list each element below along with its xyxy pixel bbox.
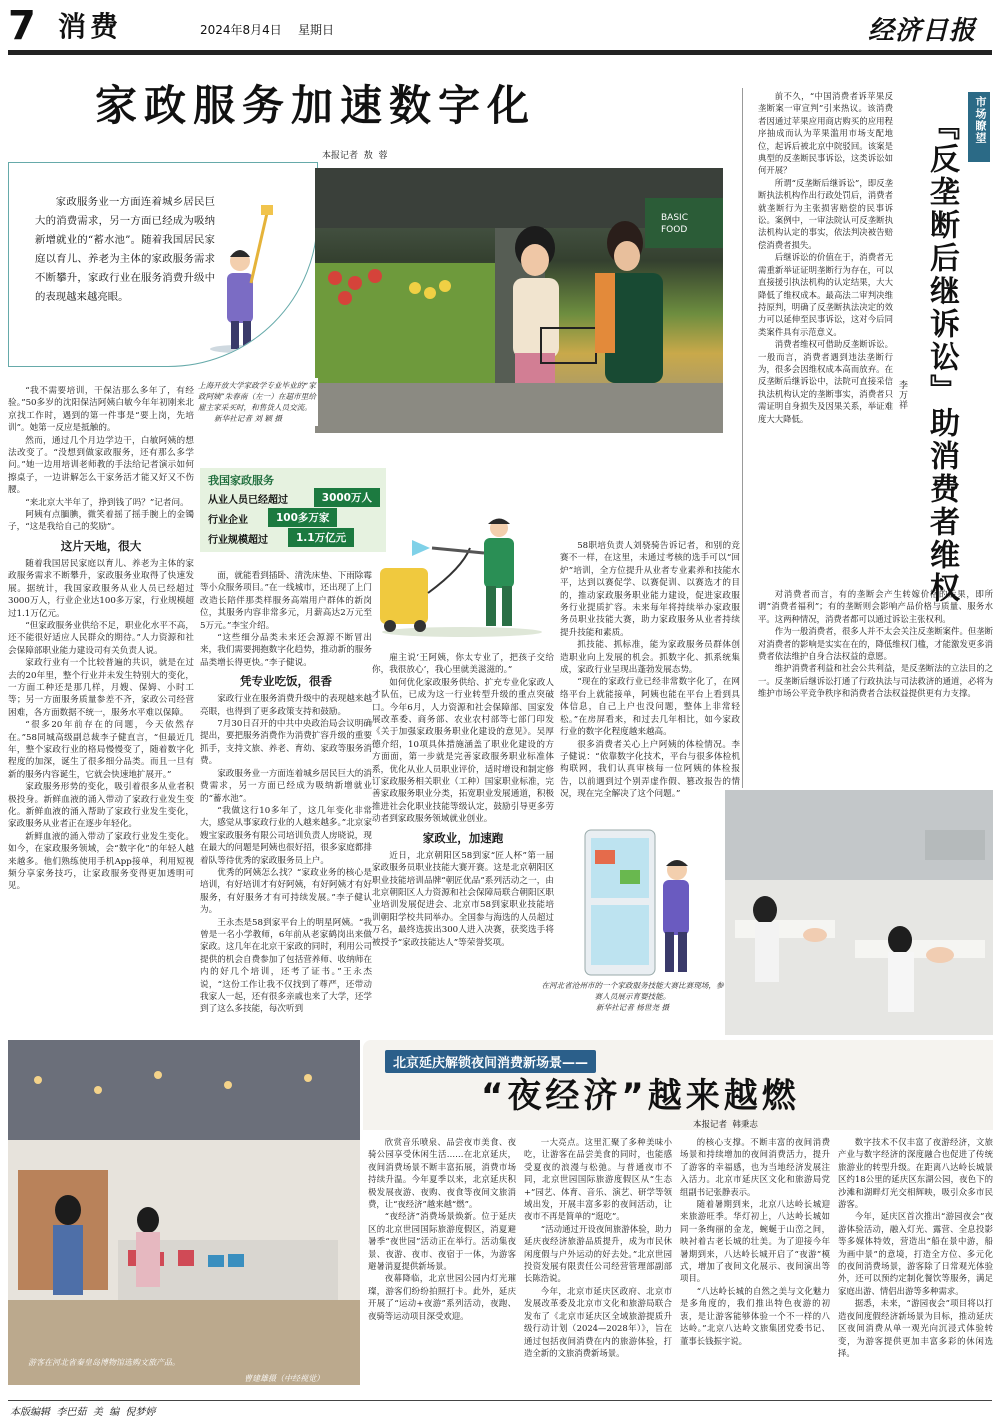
cleaner-illustration	[205, 203, 275, 353]
body-paragraph: 后继诉讼的价值在于，消费者无需重新举证证明垄断行为存在，可以直接援引执法机构的认定结果，大大降低了维权成本。最高法二审判决维持原判，明确了反垄断执法决定的效力可以延伸至民事诉讼，这对今后同类案件具有示范意义。	[758, 252, 893, 337]
issue-weekday: 星期日	[298, 23, 335, 37]
body-paragraph: 消费者维权可借助反垄断诉讼。一般而言，消费者遇到违法垄断行为，很多会因维权成本高而放弃。在反垄断后继诉讼中，法院可直接采信执法机构认定的垄断事实，消费者只需证明自身损失及因果关系，举证难度大大降低。	[758, 339, 893, 424]
main-headline: 家政服务加速数字化	[95, 81, 537, 130]
stats-label: 行业企业	[208, 515, 248, 526]
body-paragraph: 随着暑期到来，北京八达岭长城迎来旅游旺季。华灯初上，八达岭长城如同一条绚丽的金龙，蜿蜒于山峦之间，映衬着古老长城的壮美。为了迎接今年暑期到来，八达岭长城开启了“夜游”模式，增加了夜间文化展示、夜间演出等项目。	[680, 1199, 830, 1284]
stats-label: 行业规模超过	[208, 535, 268, 546]
stats-value: 100多万家	[268, 508, 337, 527]
stats-panel	[200, 468, 386, 552]
body-paragraph: 如何优化家政服务供给、扩充专业化家政人才队伍，已成为这一行业转型升级的重点突破口。今年6月，人力资源和社会保障部、国家发展改革委、商务部、农业农村部等七部门印发《关于加强家政服务职业化建设的意见》。吴厚德介绍，10项具体措施涵盖了职业化建设的方方面面，第一步就是完善家政服务职业标准体系，优化从业人员职业评价，适时增设和制定修订家政服务相关职业（工种）国家职业标准，完善家政服务职业分类，拓宽职业发展通道，积极推进社会化职业技能等级认定，鼓励引导更多劳动者到家政服务领域就业创业。	[372, 677, 554, 825]
body-paragraph: 抓技能、抓标准，能为家政服务员群体创造职业向上发展的机会。抓数字化、抓系统集成，家政行业呈现出蓬勃发展态势。	[560, 640, 740, 676]
body-paragraph: 作为一般消费者，很多人并不太会关注反垄断案件。但垄断对消费者的影响是实实在在的，降低维权门槛，才能激发更多消费者依法维护自身合法权益的意愿。	[758, 626, 993, 662]
body-paragraph: 优秀的阿姨怎么找？“家政业务的核心是培训，有好培训才有好阿姨，有好阿姨才有好服务，有好服务才有可持续发展。”李子健认为。	[200, 867, 372, 916]
photo1-credit: 新华社记者 刘 颖 摄	[214, 414, 282, 423]
body-paragraph: 7月30日召开的中共中央政治局会议明确提出，要把服务消费作为消费扩容升级的重要抓手，支持文旅、养老、育幼、家政等服务消费。	[200, 719, 372, 767]
section-subhead: 这片天地，很大	[60, 538, 142, 553]
stats-row	[208, 488, 384, 506]
supermarket-photo	[315, 168, 723, 433]
footer-credits: 本版编辑 李巴茹 美 编 倪梦婷	[10, 1407, 156, 1417]
page-header	[0, 0, 1000, 60]
night-headline: “夜经济”越来越燃	[481, 1076, 800, 1116]
article-column-d	[560, 540, 740, 805]
section-subhead: 凭专业吃饭，很香	[240, 674, 332, 689]
body-paragraph: 58职培负责人刘骁骑告诉记者，和别的竞赛不一样，在这里，未通过考核的选手可以“回炉”培训，全方位提升从业者专业素养和技能水平，达到以赛促学、以赛促训、以赛选才的目的，推动家政服务职业能力建设，促进家政服务行业提质扩容。未来每年将持续举办家政服务员职业技能大赛，助力家政服务从业者持续提升技能和素质。	[560, 541, 740, 638]
photo2-caption	[540, 980, 725, 1013]
lead-box	[8, 162, 318, 367]
svg-text:FOOD: FOOD	[661, 225, 688, 235]
night-column-2	[524, 1136, 672, 1396]
stats-value: 1.1万亿元	[288, 528, 354, 547]
commentary-body-top	[758, 90, 893, 585]
body-paragraph: “这些细分品类未来还会源源不断冒出来，我们需要拥抱数字化趋势，推动新的服务品类增长得更快。”李子健说。	[200, 633, 372, 668]
body-paragraph: 维护消费者利益和社会公共利益，是反垄断法的立法目的之一。反垄断后继诉讼打通了行政执法与司法救济的通道，必将为维护市场公平竞争秩序和消费者合法权益提供更有力支撑。	[758, 663, 993, 699]
body-paragraph: “八达岭长城的自然之美与文化魅力是多角度的，我们推出特色夜游的初衷，是让游客能够体验一个不一样的八达岭。”北京八达岭文旅集团党委书记、董事长钱振宇说。	[680, 1285, 830, 1346]
stats-row	[208, 528, 384, 546]
museum-shop-photo	[8, 1040, 360, 1385]
stats-label: 从业人员已经超过	[208, 495, 288, 506]
washer-illustration	[372, 498, 547, 638]
night-section	[8, 1040, 993, 1395]
body-paragraph: “我做这行10多年了，这几年变化非常大，感觉从事家政行业的人越来越多。”北京家嫂宝家政服务有限公司培训负责人房晓说，现在最大的问题是阿姨也很好招，很多家庭都排着队等待优秀的家政服务员上户。	[200, 805, 372, 866]
commentary-divider	[742, 88, 743, 788]
body-paragraph: 前不久，“中国消费者诉苹果反垄断案一审宣判”引来热议。该消费者因通过苹果应用商店购买的应用程序抽成而认为苹果滥用市场支配地位，起诉后被北京中院驳回。该案是典型的反垄断民事诉讼，这类诉讼如何开展？	[758, 91, 893, 176]
body-paragraph: 家政服务形势的变化，吸引着很多从业者积极投身。新鲜血液的涌入带动了家政行业发生变化。新鲜血液的涌入帮助了家政行业发生变化，家政服务从业者正在逐步年轻化。	[8, 782, 194, 830]
stats-title: 我国家政服务	[208, 474, 274, 487]
photo1-caption	[196, 378, 318, 426]
commentary-body-bottom	[758, 588, 993, 786]
body-paragraph: 夜幕降临，北京世园公园内灯光璀璨，游客们纷纷拍照打卡。此外，延庆开展了“运动+夜游”系列活动，夜跑、夜骑等运动项目深受欢迎。	[368, 1273, 516, 1321]
night-header-band	[363, 1040, 993, 1130]
svg-text:BASIC: BASIC	[661, 213, 688, 223]
body-paragraph: 家政行业有一个比较普遍的共识，就是在过去的20年里，整个行业并未发生特别大的变化，一方面工种还是那几样，月嫂、保姆、小时工等；另一方面服务质量参差不齐，家政公司经营困难，各方面数据不统一，服务水平难以保障。	[8, 658, 194, 718]
body-paragraph: “现在的家政行业已经非常数字化了，在网络平台上就能接单，阿姨也能在平台上看到具体信息，自己上户也没问题，整体上非常轻松。”在房屏看来，和过去几年相比，如今家政行业的数字化程度越来越高。	[560, 677, 740, 738]
body-paragraph: “活动通过开设夜间旅游体验，助力延庆夜经济旅游品质提升，成为市民休闲度假与户外运动的好去处。”北京世园投资发展有限责任公司经营管理部副部长陈浩说。	[524, 1223, 672, 1284]
commentary-author: 李万祥	[897, 380, 907, 410]
section-subhead: 家政业，加速跑	[422, 830, 504, 845]
column-label: 市场瞭望	[974, 96, 987, 144]
body-paragraph: 阿姨有点腼腆，微笑着摇了摇手腕上的金镯子，“这是我给自己的奖励”。	[8, 510, 194, 533]
body-paragraph: “很多20年前存在的问题，今天依然存在。”58同城高级副总裁李子健直言，“但最近几年，整个家政行业的格局慢慢变了，随着数字化程度的加深，诞生了很多细分品类。而且一旦有新的服务内容诞生，它就会快速地扩展开。”	[8, 720, 194, 780]
body-paragraph: 的核心支撑。不断丰富的夜间消费场景和持续增加的夜间消费活力，提升了游客的幸福感，也为当地经济发展注入活力。北京市延庆区文化和旅游局党组副书记张静表示。	[680, 1137, 830, 1197]
body-paragraph: 面，就能看到插卧、清洗床垫、下雨除霉等小众服务项目。”在一线城市，还出现了上门改造长陪伴那类样服务高端用户群体的新岗位，其服务内容非常多元，月薪高达2万元至5万元。”李宝介绍。	[200, 571, 372, 631]
body-paragraph: “夜经济”消费场景焕新。位于延庆区的北京世园国际旅游度假区，消夏避暑季“夜世园”活动正在举行。活动集夜景、夜游、夜市、夜宿于一体，为游客避暑消夏提供新场景。	[368, 1211, 516, 1272]
night-photo-credit: 曹建雄摄（中经视觉）	[244, 1374, 324, 1383]
body-paragraph: 今年，延庆区首次推出“游园夜会”夜游体验活动，融入灯光、露营、全息投影等多媒体特效，营造出“船在景中游，船为画中景”的意境，打造全方位、多元化的夜间消费场景，游客除了日常观光体验外，还可以预约定制化餐饮等服务，满足家庭出游、情侣出游等多种需求。	[838, 1211, 993, 1296]
body-paragraph: 对消费者而言，有的垄断会产生转嫁价格的后果，即所谓“消费者福利”；有的垄断则会影响产品价格与质量、服务水平。这两种情况，消费者都可以通过诉讼主张权利。	[758, 589, 993, 624]
body-paragraph: 今年，北京市延庆区政府、北京市发展改革委及北京市文化和旅游局联合发布了《北京市延庆区全域旅游提质升级行动计划（2024—2028年）》，旨在通过包括夜间消费在内的旅游体验，打造全新的文旅消费新场景。	[524, 1285, 672, 1358]
photo2-caption-text: 在河北省沧州市的一个家政服务技能大赛比赛现场，参赛人员展示育婴技能。	[541, 981, 724, 1001]
body-paragraph: 近日，北京朝阳区58到家“匠人杯”第一届家政服务员职业技能大赛开赛。这是北京朝阳区职业技能培训品牌“朝匠优品”系列活动之一，由北京朝阳区人力资源和社会保障局联合朝阳区职业培训发展促进会、北京市58到家职业技能培训朝阳学校共同举办。全国参与海选的人员超过万名，最终选拔出300人进入决赛，获奖选手将被授予“家政技能达人”等荣誉奖项。	[372, 850, 554, 948]
photo1-caption-text: 上海开放大学家政学专业毕业的“家政阿姨”朱春南（左一）在超市里给雇主家采买时，和售货人员交流。	[198, 381, 316, 412]
issue-date: 2024年8月4日	[200, 23, 282, 37]
night-column-3	[680, 1136, 830, 1396]
body-paragraph: 一大亮点。这里汇聚了多种美味小吃，让游客在品尝美食的同时，也能感受夏夜的浪漫与松弛。与普通夜市不同，北京世园国际旅游度假区从“生态+”园艺、体育、音乐、演艺、研学等领域出发，开展丰富多彩的夜间活动，让夜市不再是简单的“逛吃”。	[524, 1137, 672, 1222]
body-paragraph: 然而，通过几个月边学边干，白敏阿姨的想法改变了。“没想到做家政服务，还有那么多学问。”她一边用培训老师教的手法给记者演示如何擦桌子，一边讲解怎么干家务活才能又好又不伤腰。	[8, 435, 194, 496]
body-paragraph: 雇主说‘王阿姨，你太专业了，把孩子交给你，我很放心’，我心里就美滋滋的。”	[372, 653, 554, 676]
body-paragraph: 家政服务业一方面连着城乡居民巨大的消费需求，另一方面已经成为吸纳新增就业的“蓄水池”。	[200, 768, 372, 804]
header-rule	[8, 50, 992, 55]
page-number: 7	[8, 3, 36, 49]
fridge-illustration	[565, 810, 725, 985]
lead-text: 家政服务业一方面连着城乡居民巨大的消费需求，另一方面已经成为吸纳新增就业的“蓄水池”。随着我国居民家庭以育儿、养老为主体的家政服务需求不断攀升，家政行业在服务消费升级中的表现越来越亮眼。	[35, 196, 215, 303]
body-paragraph: “但家政服务业供给不足，职业化水平不高，还不能很好适应人民群众的期待。”人力资源和社会保障部职业能力建设司有关负责人说。	[8, 620, 194, 656]
night-column-4	[838, 1136, 993, 1396]
night-photo-caption: 游客在河北省秦皇岛博物馆选购文旅产品。	[28, 1358, 180, 1367]
body-paragraph: 所谓“反垄断后继诉讼”，即反垄断执法机构作出行政处罚后，消费者就垄断行为主张损害赔偿的民事诉讼。案例中，一审法院认可反垄断执法机构认定的事实，依法判决被告赔偿消费者损失。	[758, 177, 893, 250]
night-column-1	[368, 1136, 516, 1396]
article-column-c	[372, 652, 554, 1032]
masthead-logo: 经济日报	[868, 16, 977, 46]
body-paragraph: 新鲜血液的涌入带动了家政行业发生变化。如今，在家政服务领域，会“数字化”的年轻人越来越多。他们熟练使用手机App接单，利用短视频分享家务技巧，让家政服务变得更加透明可见。	[8, 831, 194, 892]
stats-row	[208, 508, 384, 526]
body-paragraph: 据悉，未来，“游园夜会”项目将以打造夜间度假经济新场景为目标，推动延庆区夜间消费从单一观光向沉浸式体验转变，为游客提供更加丰富多彩的休闲选择。	[838, 1298, 993, 1358]
night-kicker: 北京延庆解锁夜间消费新场景——	[385, 1050, 596, 1073]
body-paragraph: 欣赏音乐喷泉、品尝夜市美食、夜骑公园享受休闲生活……在北京延庆，夜间消费场景不断丰富拓展，消费市场持续升温。今年夏季以来，北京延庆积极发展夜游、夜购、夜食等夜间文旅消费，让“夜经济”越来越“燃”。	[368, 1137, 516, 1210]
body-paragraph: “我不需要培训，干保洁那么多年了，有经验。”50多岁的沈阳保洁阿姨白敏今年年初刚来北京找工作时，遇到的第一件事是“要上岗，先培训”。她第一反应是抵触的。	[8, 386, 194, 434]
photo2-credit: 新华社记者 杨世尧 摄	[595, 1003, 670, 1012]
commentary-title: 『反垄断后继诉讼』助消费者维权	[924, 110, 959, 605]
stats-value: 3000万人	[314, 488, 380, 507]
competition-photo	[725, 790, 993, 1035]
column-label-box	[968, 92, 990, 162]
night-byline: 本报记者 韩秉志	[693, 1120, 758, 1130]
body-paragraph: 数字技术不仅丰富了夜游经济，文旅产业与数字经济的深度融合也促进了传统旅游业的转型升级。在距离八达岭长城景区约18公里的延庆区东湖公园，夜色下的沙滩和湖畔灯光交相辉映，吸引众多市民游客。	[838, 1137, 993, 1210]
byline: 本报记者 敖 蓉	[322, 151, 388, 161]
body-paragraph: 很多消费者关心上户阿姨的体检情况。李子健说：“依靠数字化技术，平台与很多体检机构联网，我们认真审核每一位阿姨的体检报告，以前遇到过个别弄虚作假、篡改报告的情况，现在完全解决了这个问题。”	[560, 739, 740, 800]
footer-rule	[8, 1400, 992, 1401]
body-paragraph: 家政行业在服务消费升级中的表现越来越亮眼，也得到了更多政策支持和鼓励。	[200, 694, 372, 717]
section-name: 消费	[58, 10, 123, 43]
body-paragraph: “来北京大半年了，挣到钱了吗？”记者问。	[25, 497, 189, 508]
body-paragraph: 王永杰是58到家平台上的明星阿姨。“我曾是一名小学教师，6年前从老家鹤岗出来做家政。这几年在北京干家政的同时，利用公司提供的机会自费参加了包括营养师、收纳师在内的好几个培训，还考了证书。”王永杰说，“这份工作让我不仅找到了尊严，还带动我家人一起，还有很多亲戚也来了大学，还学到了这么多技能，每次听到	[200, 917, 372, 1015]
article-column-b	[200, 570, 372, 1030]
body-paragraph: 随着我国居民家庭以育儿、养老为主体的家政服务需求不断攀升，家政服务业取得了快速发展。据统计，我国家政服务从业人员已经超过3000万人，行业企业达100多万家，行业规模超过1.1万亿元。	[8, 558, 194, 619]
